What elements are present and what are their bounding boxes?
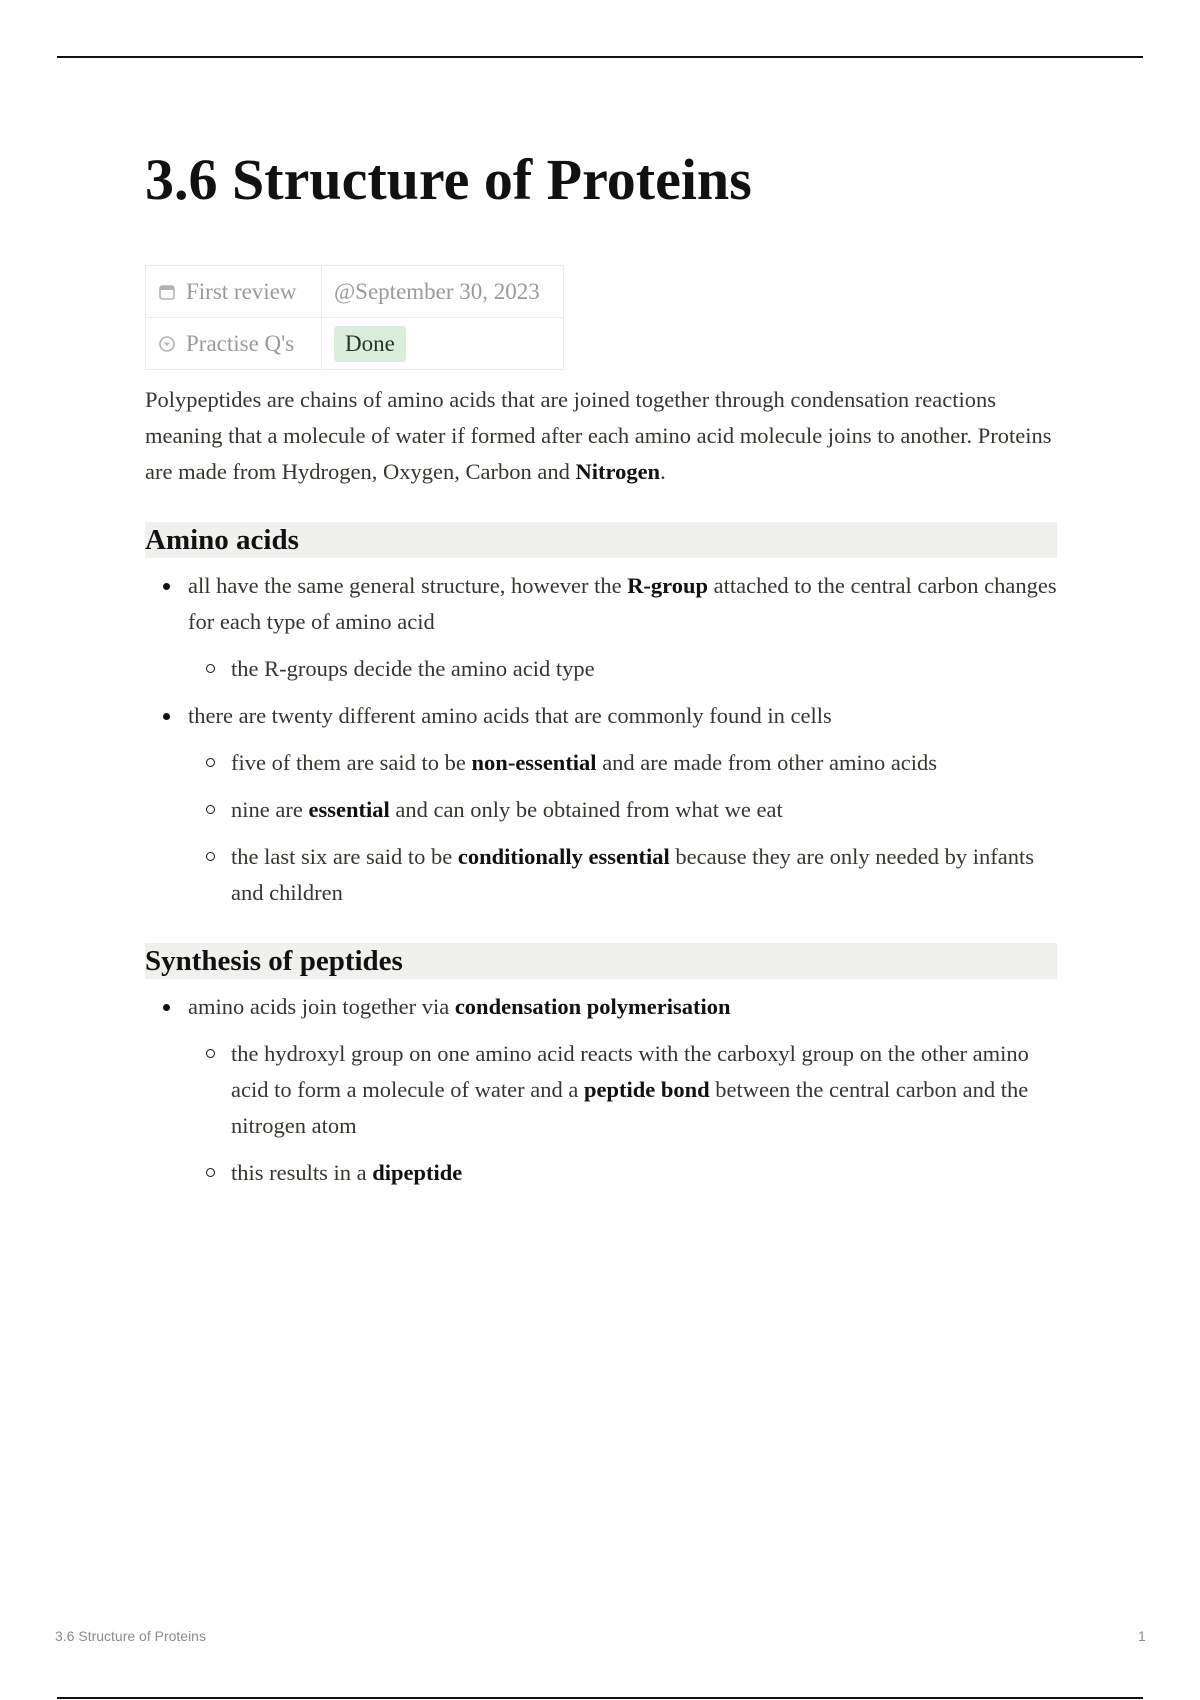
bottom-rule <box>57 1697 1143 1699</box>
top-rule <box>57 56 1143 58</box>
page-title: 3.6 Structure of Proteins <box>145 147 752 212</box>
calendar-icon <box>158 283 176 301</box>
section-heading-synthesis-of-peptides: Synthesis of peptides <box>145 943 1057 979</box>
bullet-list <box>145 989 1057 1191</box>
page-number: 1 <box>1138 1628 1146 1644</box>
list-item-text: there are twenty different amino acids that are commonly found in cells <box>188 703 832 728</box>
sub-list-item: nine are essential and can only be obtained from what we eat <box>188 792 1057 828</box>
sub-list-item: this results in a dipeptide <box>188 1155 1057 1191</box>
list-item <box>145 698 1057 911</box>
footer-title: 3.6 Structure of Proteins <box>55 1628 206 1644</box>
property-key <box>146 266 322 318</box>
intro-paragraph <box>145 382 1057 490</box>
status-icon <box>158 335 176 353</box>
list-item-text: amino acids join together via condensation polymerisation <box>188 994 731 1019</box>
sub-list-item: the hydroxyl group on one amino acid reacts with the carboxyl group on the other amino acid to form a molecule of water and a peptide bond between the central carbon and the nitrogen atom <box>188 1036 1057 1144</box>
sub-list <box>188 651 1057 687</box>
property-key-label: Practise Q's <box>186 330 295 356</box>
page-content <box>145 140 1057 1202</box>
list-item-text: all have the same general structure, however the R-group attached to the central carbon changes for each type of amino acid <box>188 573 1057 634</box>
sub-list <box>188 745 1057 911</box>
property-row-first-review <box>146 266 564 318</box>
list-item <box>145 568 1057 687</box>
property-row-practise-qs <box>146 318 564 370</box>
property-value-status[interactable] <box>322 318 564 370</box>
properties-table <box>145 265 564 370</box>
intro-bold: Nitrogen <box>575 459 661 484</box>
sub-list <box>188 1036 1057 1191</box>
sub-list-item: the last six are said to be conditionally essential because they are only needed by infants and children <box>188 839 1057 911</box>
intro-text: Polypeptides are chains of amino acids that are joined together through condensation reactions meaning that a molecule of water if formed after each amino acid molecule joins to another. Proteins are made from Hydrogen, Oxygen, Carbon and <box>145 387 1052 484</box>
intro-end: . <box>660 459 666 484</box>
property-value-date[interactable]: @September 30, 2023 <box>322 266 564 318</box>
bullet-list <box>145 568 1057 911</box>
property-key <box>146 318 322 370</box>
sub-list-item: the R-groups decide the amino acid type <box>188 651 1057 687</box>
section-heading-amino-acids: Amino acids <box>145 522 1057 558</box>
sub-list-item: five of them are said to be non-essential and are made from other amino acids <box>188 745 1057 781</box>
status-badge: Done <box>334 326 406 362</box>
property-key-label: First review <box>186 278 297 304</box>
list-item <box>145 989 1057 1191</box>
